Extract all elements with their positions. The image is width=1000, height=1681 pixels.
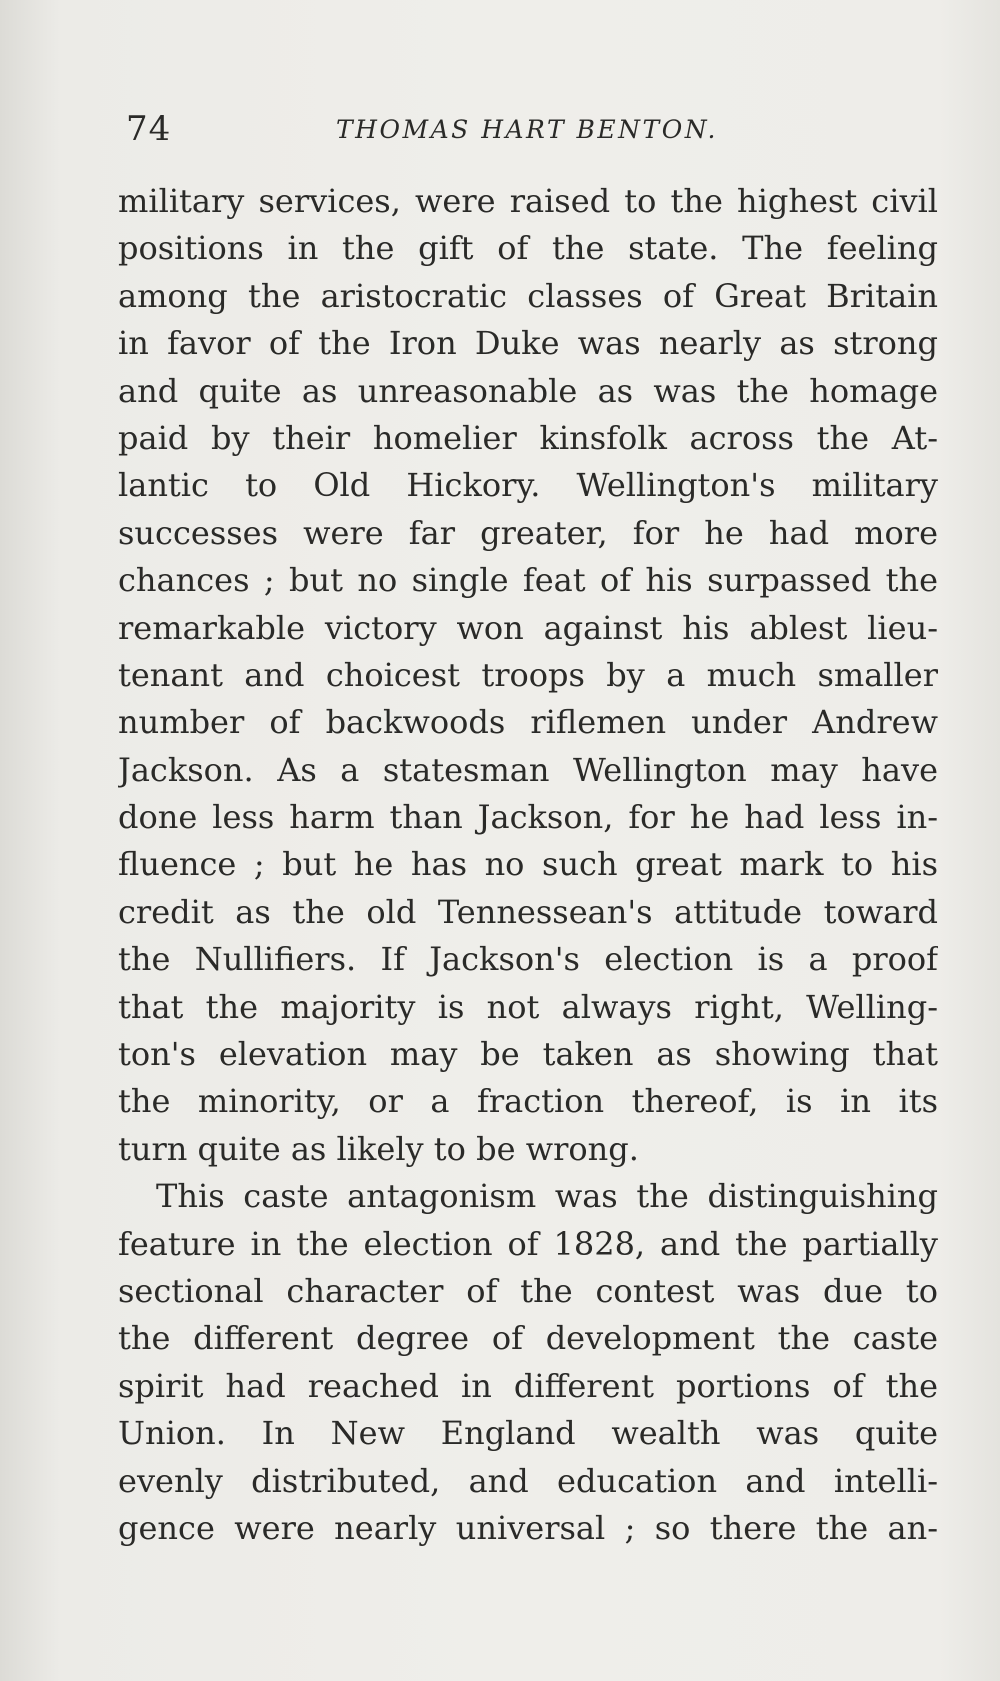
text-line: lantic to Old Hickory. Wellington's military (118, 466, 938, 505)
text-line: feature in the election of 1828, and the partially (118, 1224, 938, 1263)
body-text (118, 178, 938, 1552)
running-title: THOMAS HART BENTON. (336, 115, 718, 144)
text-line: turn quite as likely to be wrong. (118, 1129, 639, 1168)
page-number: 74 (126, 109, 172, 149)
text-line: spirit had reached in different portions of the (118, 1366, 938, 1405)
text-line: evenly distributed, and education and intelli- (118, 1461, 938, 1500)
text-line: sectional character of the contest was due to (118, 1271, 938, 1310)
running-head (126, 104, 946, 154)
text-line: ton's elevation may be taken as showing that (118, 1035, 938, 1074)
text-line: the different degree of development the caste (118, 1319, 938, 1358)
text-line: number of backwoods riflemen under Andrew (118, 703, 938, 742)
text-line: remarkable victory won against his ablest lieu- (118, 608, 938, 647)
text-line: successes were far greater, for he had more (118, 513, 938, 552)
text-line: and quite as unreasonable as was the homage (118, 371, 938, 410)
text-line: the Nullifiers. If Jackson's election is a proof (118, 940, 938, 979)
text-line: Union. In New England wealth was quite (118, 1414, 938, 1453)
text-line: paid by their homelier kinsfolk across the At- (118, 418, 938, 457)
text-line: among the aristocratic classes of Great Britain (118, 276, 938, 315)
text-line: tenant and choicest troops by a much smaller (118, 655, 938, 694)
text-line: in favor of the Iron Duke was nearly as strong (118, 324, 938, 363)
text-line: chances ; but no single feat of his surpassed the (118, 561, 938, 600)
text-line: that the majority is not always right, Welling- (118, 987, 938, 1026)
text-line: credit as the old Tennessean's attitude toward (118, 892, 938, 931)
text-line: Jackson. As a statesman Wellington may have (118, 750, 938, 789)
text-line: This caste antagonism was the distinguishing (156, 1177, 938, 1216)
text-line: the minority, or a fraction thereof, is in its (118, 1082, 938, 1121)
text-line: positions in the gift of the state. The feeling (118, 229, 938, 268)
text-line: military services, were raised to the highest civil (118, 182, 938, 220)
text-line: fluence ; but he has no such great mark to his (118, 845, 938, 884)
text-line: done less harm than Jackson, for he had less in- (118, 798, 938, 837)
text-line: gence were nearly universal ; so there the an- (118, 1508, 938, 1547)
